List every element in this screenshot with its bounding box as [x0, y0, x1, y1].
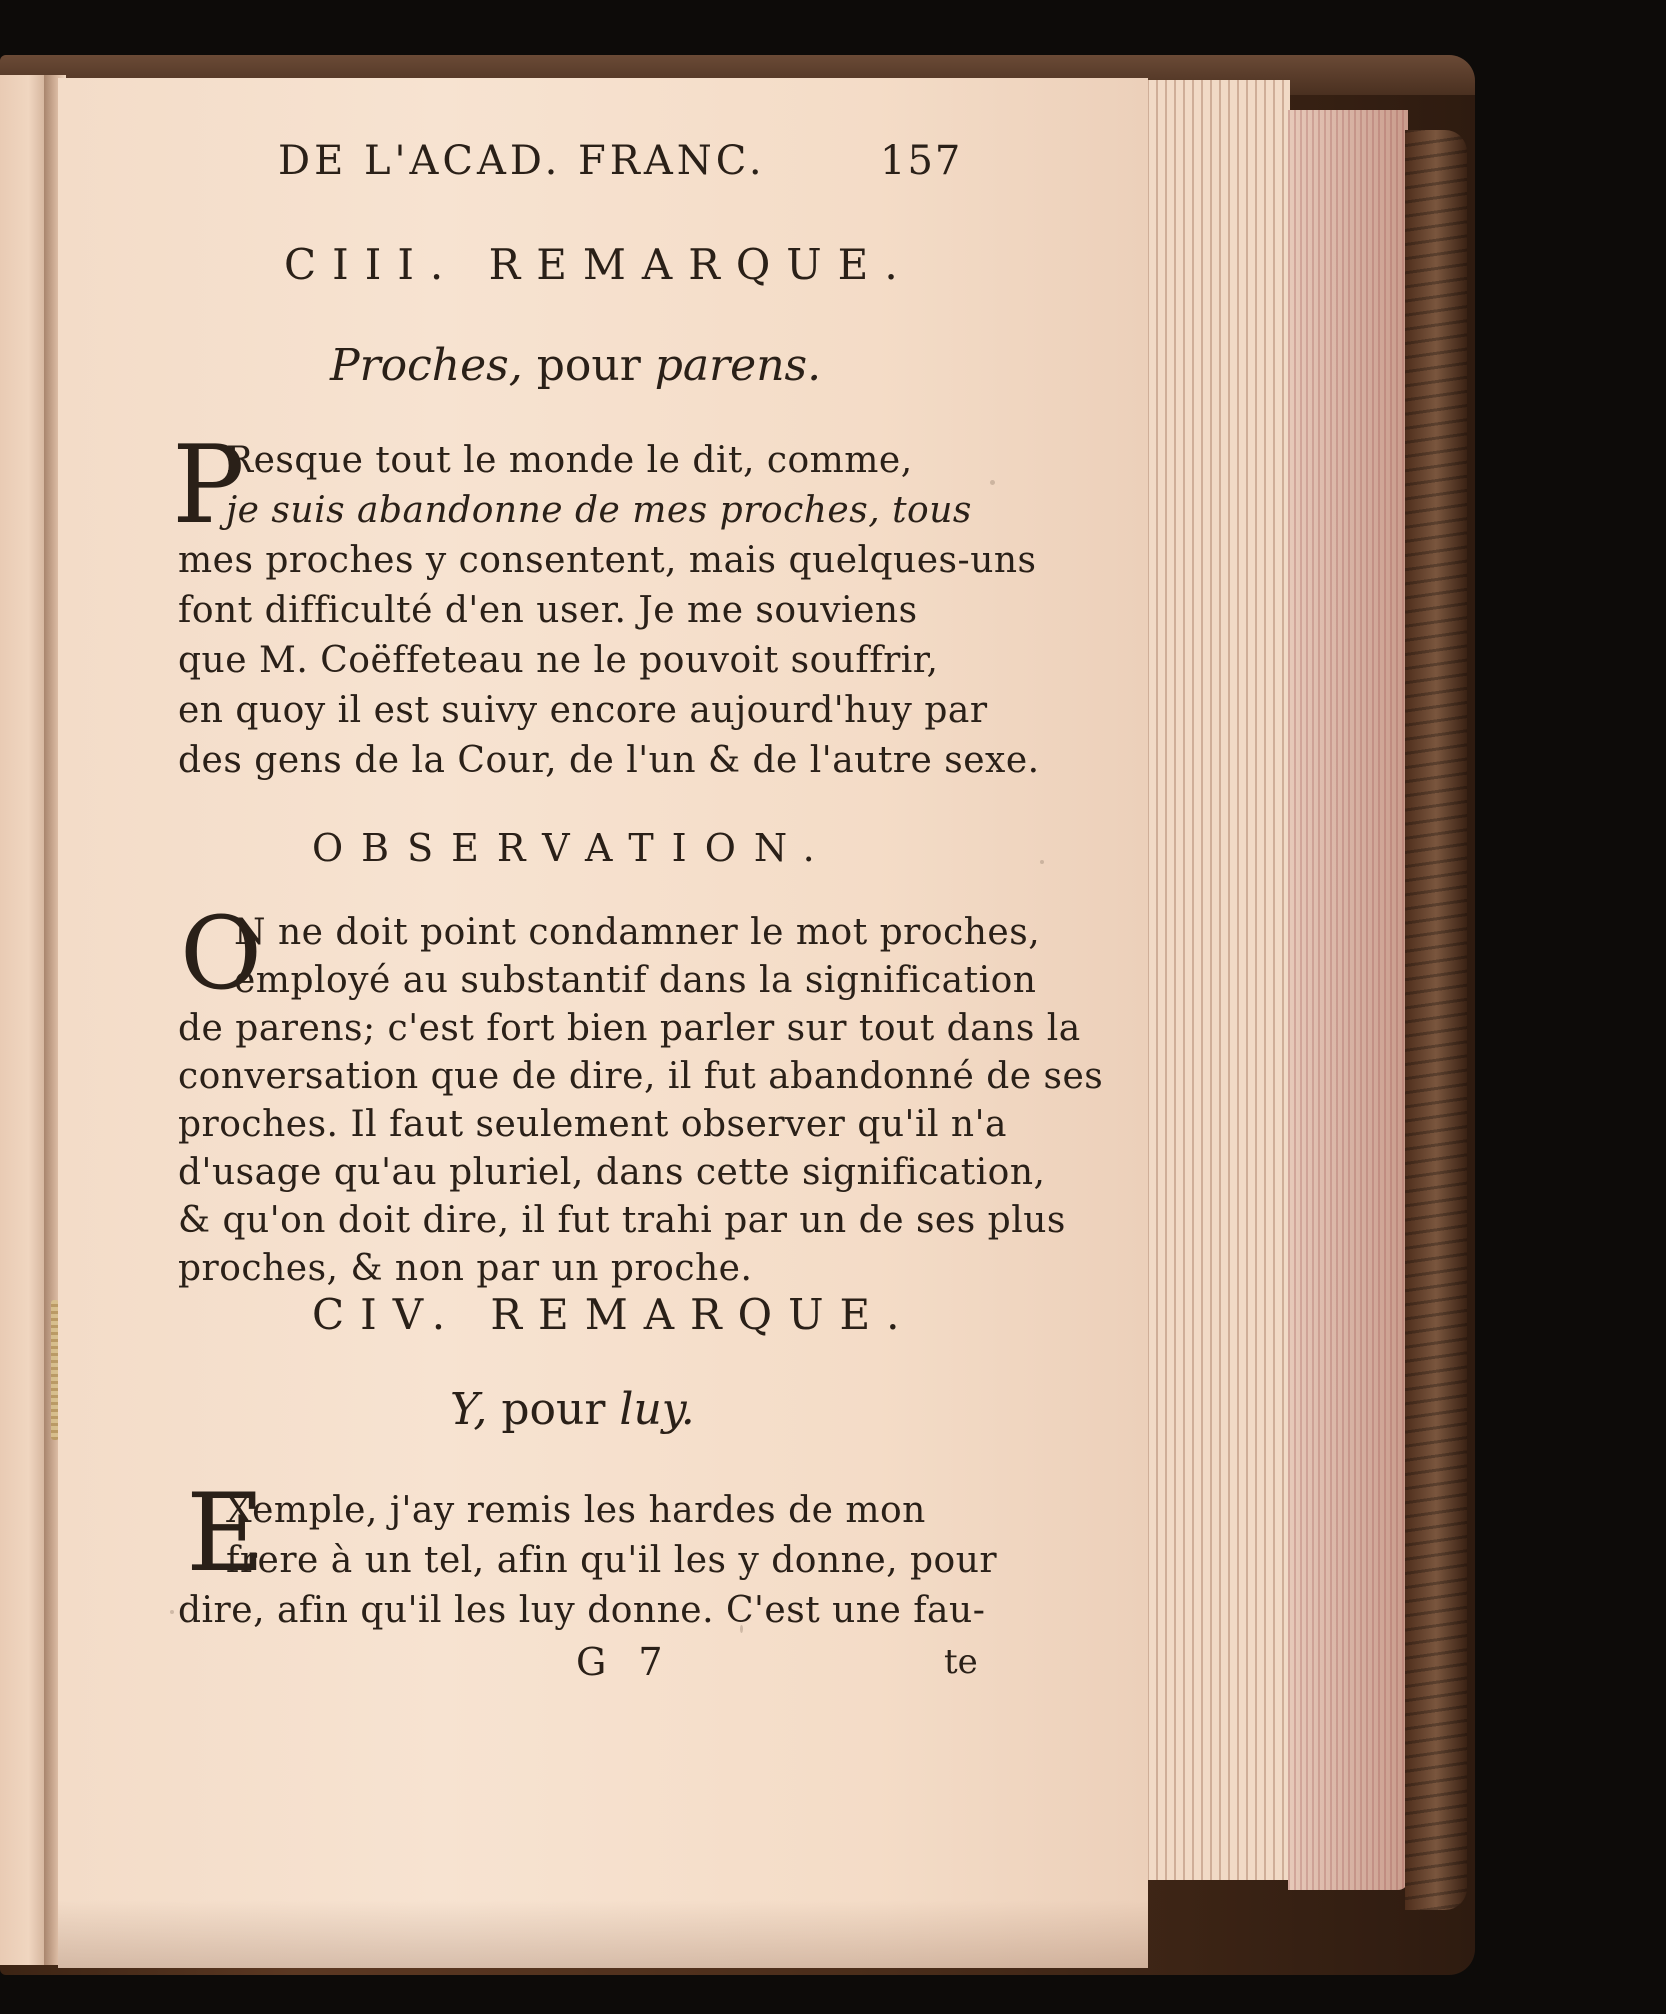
catchword: te — [944, 1642, 978, 1682]
text-line: conversation que de dire, il fut abandonné de ses — [178, 1056, 1104, 1097]
text-line: Xemple, j'ay remis les hardes de mon — [226, 1490, 926, 1531]
drop-cap: O — [180, 895, 262, 1012]
text-line: de parens; c'est fort bien parler sur tout dans la — [178, 1008, 1081, 1049]
text-line: en quoy il est suivy encore aujourd'huy par — [178, 690, 988, 731]
leather-cover-edge — [1405, 130, 1467, 1910]
text-line: & qu'on doit dire, il fut trahi par un de ses plus — [178, 1200, 1066, 1241]
paper-speck — [990, 480, 995, 485]
text-line: d'usage qu'au pluriel, dans cette signification, — [178, 1152, 1046, 1193]
subtitle-connector: pour — [522, 340, 655, 391]
subtitle-term: Y, — [450, 1384, 488, 1435]
text-line: je suis abandonne de mes proches, tous — [226, 490, 972, 531]
drop-cap: E — [186, 1471, 265, 1596]
sprinkled-fore-edge — [1288, 110, 1408, 1890]
text-line: N ne doit point condamner le mot proches, — [234, 912, 1041, 953]
subtitle-term: Proches, — [330, 340, 523, 391]
paper-speck — [1040, 860, 1044, 864]
observation-heading: OBSERVATION. — [312, 826, 833, 870]
signature-mark: G 7 — [576, 1640, 673, 1684]
text-line: proches. Il faut seulement observer qu'il n'a — [178, 1104, 1007, 1145]
text-line: frere à un tel, afin qu'il les y donne, pour — [226, 1540, 998, 1581]
text-line: Resque tout le monde le dit, comme, — [226, 440, 913, 481]
running-header: DE L'ACAD. FRANC. — [278, 138, 766, 184]
text-line: que M. Coëffeteau ne le pouvoit souffrir, — [178, 640, 939, 681]
subtitle-connector: pour — [487, 1384, 620, 1435]
page-shadow — [58, 1900, 1148, 1968]
subtitle-meaning: parens. — [654, 340, 822, 391]
text-line: employé au substantif dans la signification — [234, 960, 1037, 1001]
page-number: 157 — [880, 138, 963, 184]
text-line: proches, & non par un proche. — [178, 1248, 753, 1289]
text-line: des gens de la Cour, de l'un & de l'autre sexe. — [178, 740, 1040, 781]
drop-cap: P — [172, 423, 245, 548]
paper-speck — [170, 1610, 174, 1614]
text-line: mes proches y consentent, mais quelques-uns — [178, 540, 1037, 581]
remark-subtitle — [330, 340, 821, 391]
text-line: font difficulté d'en user. Je me souviens — [178, 590, 918, 631]
remark-heading: CIV. REMARQUE. — [312, 1290, 916, 1339]
page-stack-edge — [1140, 80, 1290, 1880]
remark-subtitle — [450, 1384, 695, 1435]
remark-heading: CIII. REMARQUE. — [284, 240, 914, 289]
text-line: dire, afin qu'il les luy donne. C'est une fau- — [178, 1590, 986, 1631]
subtitle-meaning: luy. — [619, 1384, 695, 1435]
